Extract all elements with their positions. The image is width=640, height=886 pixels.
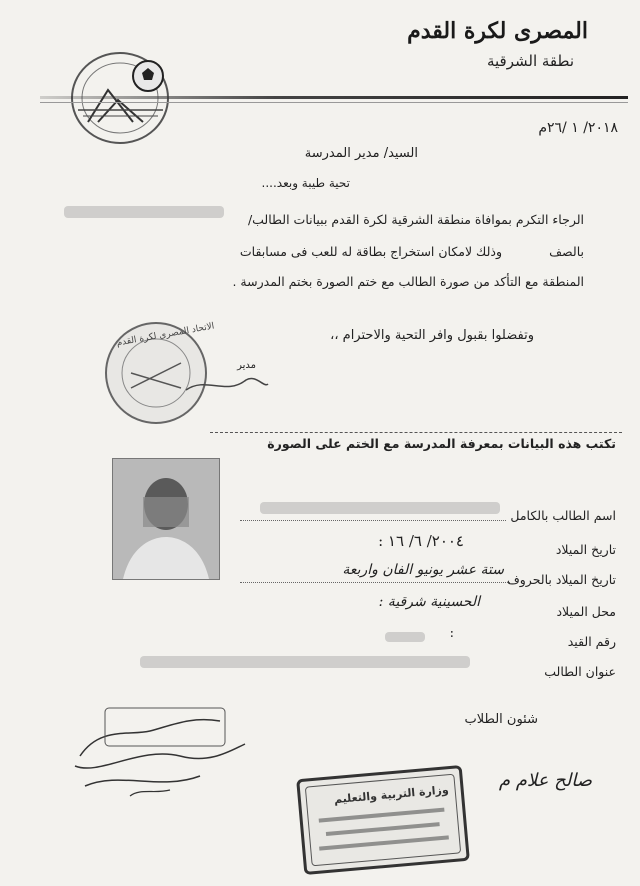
middle-stamp-text: الاتحاد المصرى لكرة القدم bbox=[115, 321, 216, 349]
form-instruction: تكتب هذه البيانات بمعرفة المدرسة مع الختم على الصورة bbox=[267, 436, 616, 451]
ministry-rectangular-stamp bbox=[296, 765, 470, 875]
letter-greeting: تحية طيبة وبعد.... bbox=[261, 176, 350, 190]
field-value-birth-date-words: ستة عشر يونيو الفان واربعة bbox=[342, 562, 504, 578]
manager-label: مدير bbox=[237, 360, 256, 371]
letter-body-line3: المنطقة مع التأكد من صورة الطالب مع ختم الصورة بختم المدرسة . bbox=[232, 274, 584, 289]
field-line-full-name bbox=[240, 520, 506, 521]
field-label-birth-place: محل الميلاد bbox=[556, 604, 616, 619]
student-affairs-signature: صالح علام م bbox=[498, 770, 592, 791]
manager-signature bbox=[60, 696, 260, 806]
ministry-stamp-text: وزارة التربية والتعليم bbox=[333, 783, 450, 807]
student-affairs-label: شئون الطلاب bbox=[464, 712, 538, 727]
field-label-address: عنوان الطالب bbox=[544, 664, 616, 679]
field-label-registration-number: رقم القيد bbox=[567, 634, 616, 649]
letter-body-line2: وذلك لامكان استخراج بطاقة له للعب فى مسابقات bbox=[239, 244, 502, 259]
field-label-full-name: اسم الطالب بالكامل bbox=[510, 508, 616, 523]
header-rule-thin bbox=[40, 102, 628, 103]
letter-date: ٢٠١٨/ ١ /٢٦م bbox=[538, 120, 618, 136]
redacted-student-name bbox=[64, 204, 224, 220]
field-value-birth-place: الحسينية شرقية : bbox=[378, 594, 480, 610]
header-rule bbox=[40, 96, 628, 99]
student-photo bbox=[112, 458, 220, 580]
letter-closing: وتفضلوا بقبول وافر التحية والاحترام ،، bbox=[330, 328, 534, 343]
redacted-registration-number bbox=[385, 630, 425, 644]
letter-class-label: بالصف bbox=[549, 244, 584, 259]
redacted-address bbox=[140, 654, 470, 670]
letter-addressee: السيد/ مدير المدرسة bbox=[304, 146, 418, 161]
letter-body-line1: الرجاء التكرم بموافاة منطقة الشرقية لكرة القدم ببيانات الطالب/ bbox=[247, 212, 584, 227]
field-value-birth-date: ٢٠٠٤/ ٦/ ١٦ : bbox=[378, 532, 464, 550]
field-value-registration-number: : bbox=[449, 626, 454, 641]
field-label-birth-date: تاريخ الميلاد bbox=[555, 542, 616, 557]
section-divider bbox=[210, 432, 622, 433]
header-subtitle: نطقة الشرقية bbox=[486, 52, 574, 70]
redacted-full-name bbox=[250, 500, 500, 516]
field-line-birth-words bbox=[240, 582, 510, 583]
header-title: المصرى لكرة القدم bbox=[407, 18, 588, 44]
field-label-birth-date-words: تاريخ الميلاد بالحروف bbox=[506, 572, 616, 587]
federation-logo-stamp bbox=[48, 30, 198, 150]
